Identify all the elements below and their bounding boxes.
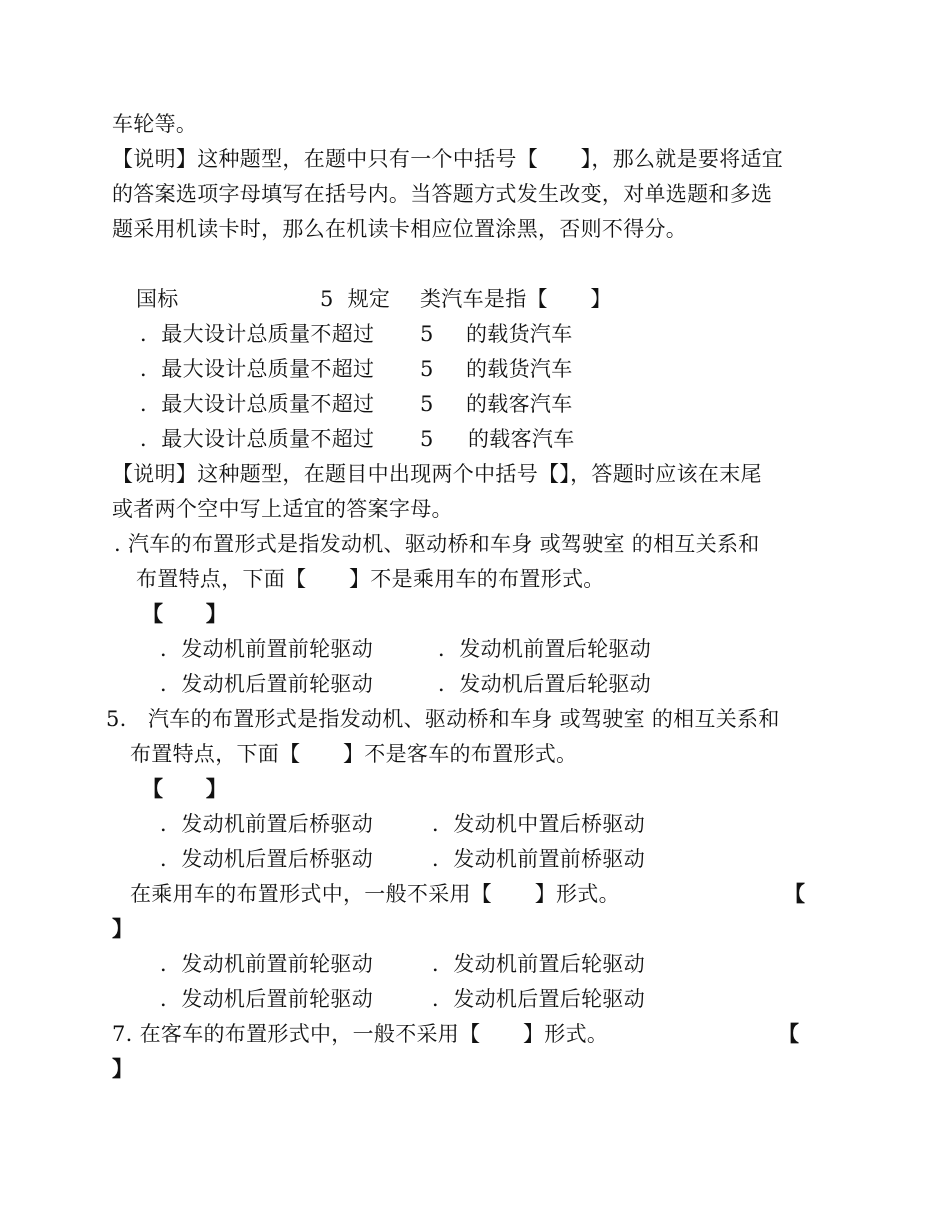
- question-number: 5.: [106, 707, 127, 731]
- option-text: ．发动机前置后轮驱动: [432, 952, 645, 976]
- option-text: 的载货汽车: [466, 357, 573, 381]
- question-stem: 在乘用车的布置形式中，一般不采用【 】形式。: [130, 882, 620, 906]
- option-value: 5: [420, 322, 434, 346]
- question-stem: 布置特点，下面【 】不是乘用车的布置形式。: [136, 567, 605, 591]
- option-text: ．发动机后置后轮驱动: [432, 987, 645, 1011]
- option-text: ．发动机前置后轮驱动: [438, 637, 651, 661]
- option-value: 5: [420, 427, 434, 451]
- question-stem: . 汽车的布置形式是指发动机、驱动桥和车身 或驾驶室 的相互关系和: [114, 532, 760, 556]
- option-text: 的载客汽车: [468, 427, 575, 451]
- answer-bracket: 【: [784, 881, 806, 906]
- option-value: 5: [420, 357, 434, 381]
- option-text: 的载货汽车: [466, 322, 573, 346]
- note-line: 的答案选项字母填写在括号内。当答题方式发生改变，对单选题和多选: [112, 182, 773, 206]
- question-stem: 类汽车是指【 】: [420, 287, 612, 311]
- option-text: ．发动机前置前轮驱动: [160, 637, 373, 661]
- option-text: ．最大设计总质量不超过: [140, 427, 375, 451]
- question-stem: 汽车的布置形式是指发动机、驱动桥和车身 或驾驶室 的相互关系和: [148, 707, 780, 731]
- option-text: ．发动机后置前轮驱动: [160, 987, 373, 1011]
- answer-bracket: 【 】: [142, 601, 228, 626]
- note-line: 题采用机读卡时，那么在机读卡相应位置涂黑，否则不得分。: [112, 217, 688, 241]
- answer-bracket: 【 】: [142, 776, 228, 801]
- question-stem: 7. 在客车的布置形式中，一般不采用【 】形式。: [112, 1022, 609, 1046]
- option-text: ．最大设计总质量不超过: [140, 322, 375, 346]
- note-line: 【说明】这种题型，在题目中出现两个中括号【】，答题时应该在末尾: [112, 462, 762, 486]
- question-stem: 5 规定: [320, 287, 391, 311]
- option-text: ．发动机后置前轮驱动: [160, 672, 373, 696]
- option-text: ．发动机前置后桥驱动: [160, 812, 373, 836]
- option-text: ．发动机前置前轮驱动: [160, 952, 373, 976]
- answer-bracket: 【: [778, 1021, 800, 1046]
- question-stem: 布置特点，下面【 】不是客车的布置形式。: [130, 742, 578, 766]
- question-stem: 国标: [136, 287, 179, 311]
- note-line: 或者两个空中写上适宜的答案字母。: [112, 497, 453, 521]
- answer-bracket: 】: [112, 1056, 134, 1081]
- option-text: ．最大设计总质量不超过: [140, 357, 375, 381]
- option-value: 5: [420, 392, 434, 416]
- note-line: 【说明】这种题型，在题中只有一个中括号【 】，那么就是要将适宜: [112, 147, 784, 171]
- answer-bracket: 】: [112, 916, 134, 941]
- option-text: ．发动机中置后桥驱动: [432, 812, 645, 836]
- option-text: ．发动机后置后轮驱动: [438, 672, 651, 696]
- text-line: 车轮等。: [112, 112, 198, 136]
- option-text: ．发动机后置后桥驱动: [160, 847, 373, 871]
- option-text: 的载客汽车: [466, 392, 573, 416]
- option-text: ．发动机前置前桥驱动: [432, 847, 645, 871]
- option-text: ．最大设计总质量不超过: [140, 392, 375, 416]
